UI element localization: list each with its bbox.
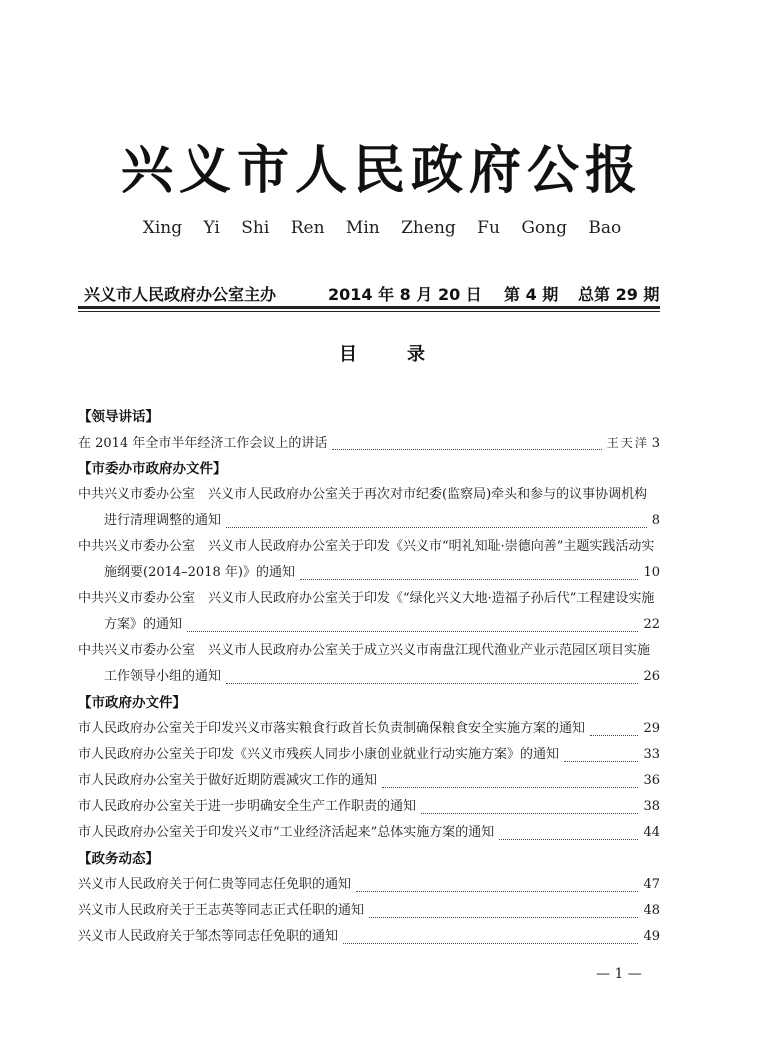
toc-entry-title: 市人民政府办公室关于印发兴义市“工业经济活起来”总体实施方案的通知	[78, 825, 495, 840]
toc-entry[interactable]	[78, 768, 660, 794]
toc-entry-line	[78, 820, 660, 846]
toc-entry-line	[78, 716, 660, 742]
toc-page-number: 22	[643, 617, 660, 632]
toc-leader-dots	[226, 518, 647, 528]
toc-leader-dots	[187, 622, 638, 632]
toc-entry[interactable]	[78, 820, 660, 846]
toc-entry-line	[78, 612, 660, 638]
toc-entry-line	[78, 872, 660, 898]
toc-entry[interactable]	[78, 794, 660, 820]
toc-entry-line	[78, 664, 660, 690]
toc-entry-line	[78, 586, 660, 612]
toc-entry-title: 中共兴义市委办公室 兴义市人民政府办公室关于再次对市纪委(监察局)牵头和参与的议事协调机构	[78, 487, 648, 502]
toc-leader-dots	[499, 830, 638, 840]
toc-entry-title: 市人民政府办公室关于印发兴义市落实粮食行政首长负责制确保粮食安全实施方案的通知	[78, 721, 586, 736]
toc-leader-dots	[343, 934, 638, 944]
masthead-total-issue: 总第 29 期	[578, 285, 660, 304]
toc-entry-line	[78, 430, 660, 456]
toc-entry-title: 兴义市人民政府关于王志英等同志正式任职的通知	[78, 903, 365, 918]
toc-entry-title: 中共兴义市委办公室 兴义市人民政府办公室关于成立兴义市南盘江现代渔业产业示范园区项目实施	[78, 643, 651, 658]
toc-entry[interactable]	[78, 872, 660, 898]
toc-leader-dots	[564, 752, 638, 762]
toc-leader-dots	[421, 804, 638, 814]
toc-leader-dots	[369, 908, 638, 918]
toc-entry-title: 市人民政府办公室关于做好近期防震减灾工作的通知	[78, 773, 378, 788]
toc-entry-title: 方案》的通知	[104, 617, 183, 632]
toc-page-number: 48	[643, 903, 660, 918]
masthead-organizer: 兴义市人民政府办公室主办	[84, 285, 277, 304]
toc-section-title: 【领导讲话】	[78, 409, 159, 425]
masthead-rule-thin	[78, 311, 660, 312]
toc-entry-title: 兴义市人民政府关于何仁贵等同志任免职的通知	[78, 877, 352, 892]
toc-entry[interactable]	[78, 924, 660, 950]
masthead-date: 2014 年 8 月 20 日	[328, 285, 482, 304]
toc-section-title: 【市委办市政府办文件】	[78, 461, 227, 477]
toc-leader-dots	[590, 726, 638, 736]
toc-entry[interactable]	[78, 534, 660, 586]
toc-page-number: 36	[643, 773, 660, 788]
toc-entry[interactable]	[78, 430, 660, 456]
toc-entry-line	[78, 742, 660, 768]
toc-page-number: 10	[643, 565, 660, 580]
toc-leader-dots	[300, 570, 639, 580]
toc-entry[interactable]	[78, 586, 660, 638]
toc-entry[interactable]	[78, 716, 660, 742]
toc-section-title: 【市政府办文件】	[78, 695, 186, 711]
toc-entry-line	[78, 924, 660, 950]
toc-page-number: 33	[643, 747, 660, 762]
toc-leader-dots	[356, 882, 638, 892]
toc-leader-dots	[382, 778, 638, 788]
toc-entry-title: 市人民政府办公室关于印发《兴义市残疾人同步小康创业就业行动实施方案》的通知	[78, 747, 560, 762]
bulletin-title: 兴义市人民政府公报	[120, 140, 643, 201]
toc-entry-line	[78, 768, 660, 794]
toc-entry-title: 兴义市人民政府关于邹杰等同志任免职的通知	[78, 929, 339, 944]
toc-entry-title: 施纲要(2014–2018 年)》的通知	[104, 565, 295, 580]
toc-entry[interactable]	[78, 742, 660, 768]
toc-entry[interactable]	[78, 898, 660, 924]
toc-page-number: 47	[643, 877, 660, 892]
toc-entry-title: 市人民政府办公室关于进一步明确安全生产工作职责的通知	[78, 799, 417, 814]
toc-entry-line	[78, 638, 660, 664]
toc-entry-line	[78, 482, 660, 508]
toc-page-number: 3	[651, 436, 660, 451]
toc-entry-line	[78, 560, 660, 586]
masthead-issue: 第 4 期	[504, 285, 559, 304]
toc-leader-dots	[332, 440, 601, 450]
toc-entry-line	[78, 534, 660, 560]
toc-entry-title: 中共兴义市委办公室 兴义市人民政府办公室关于印发《“绿化兴义大地·造福子孙后代”工程建设实施	[78, 591, 655, 606]
toc-entry-line	[78, 794, 660, 820]
toc-page-number: 38	[643, 799, 660, 814]
toc-page-number: 8	[651, 513, 660, 528]
page-number: — 1 —	[596, 966, 642, 982]
toc-entry-line	[78, 898, 660, 924]
toc-entry[interactable]	[78, 482, 660, 534]
toc-page-number: 26	[643, 669, 660, 684]
bulletin-title-pinyin: Xing Yi Shi Ren Min Zheng Fu Gong Bao	[142, 218, 622, 238]
toc-heading: 目录	[339, 344, 475, 365]
toc-section-title: 【政务动态】	[78, 851, 159, 867]
table-of-contents	[78, 404, 660, 950]
toc-entry-title: 进行清理调整的通知	[104, 513, 222, 528]
toc-leader-dots	[226, 674, 638, 684]
toc-entry-title: 中共兴义市委办公室 兴义市人民政府办公室关于印发《兴义市“明礼知耻·崇德向善”主题实践活动实	[78, 539, 655, 554]
toc-page-number: 49	[643, 929, 660, 944]
masthead-rule-thick	[78, 306, 660, 309]
toc-entry[interactable]	[78, 638, 660, 690]
toc-entry-title: 工作领导小组的通知	[104, 669, 222, 684]
toc-entry-author: 王天洋	[606, 436, 649, 450]
toc-entry-title: 在 2014 年全市半年经济工作会议上的讲话	[78, 436, 328, 451]
toc-entry-line	[78, 508, 660, 534]
toc-page-number: 44	[643, 825, 660, 840]
toc-page-number: 29	[643, 721, 660, 736]
